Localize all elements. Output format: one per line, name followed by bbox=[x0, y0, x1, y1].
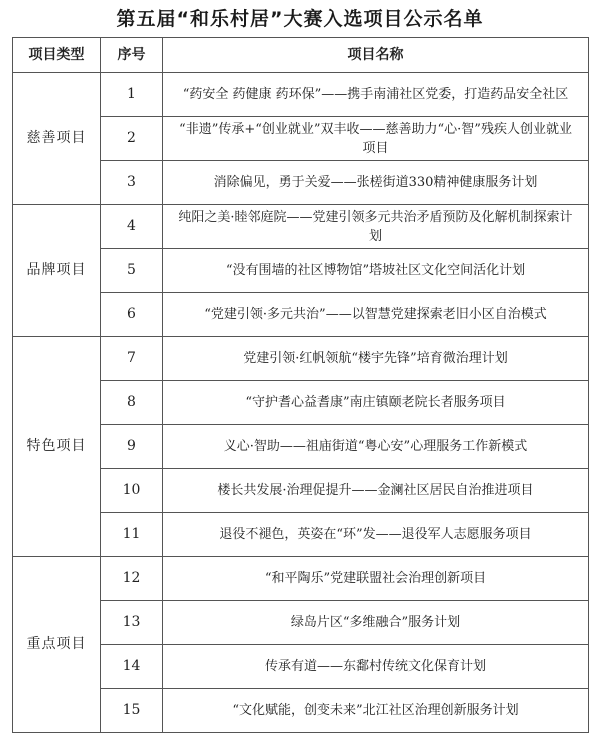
row-number: 10 bbox=[101, 469, 163, 513]
header-name: 项目名称 bbox=[163, 38, 589, 73]
row-number: 9 bbox=[101, 425, 163, 469]
row-number: 15 bbox=[101, 689, 163, 733]
table-row bbox=[13, 557, 589, 601]
project-name: “没有围墙的社区博物馆”塔坡社区文化空间活化计划 bbox=[163, 249, 589, 293]
row-number: 13 bbox=[101, 601, 163, 645]
project-name: 消除偏见，勇于关爱——张槎街道330精神健康服务计划 bbox=[163, 161, 589, 205]
header-no: 序号 bbox=[101, 38, 163, 73]
project-name: “和平陶乐”党建联盟社会治理创新项目 bbox=[163, 557, 589, 601]
table-row bbox=[13, 205, 589, 249]
page-title: 第五届“和乐村居”大赛入选项目公示名单 bbox=[116, 8, 484, 30]
row-number: 3 bbox=[101, 161, 163, 205]
row-number: 11 bbox=[101, 513, 163, 557]
project-name: “非遗”传承+“创业就业”双丰收——慈善助力“心·智”残疾人创业就业项目 bbox=[163, 117, 589, 161]
project-name: “文化赋能，创变未来”北江社区治理创新服务计划 bbox=[163, 689, 589, 733]
category-cell: 慈善项目 bbox=[13, 73, 101, 205]
project-name: 义心·智助——祖庙街道“粤心安”心理服务工作新模式 bbox=[163, 425, 589, 469]
project-table bbox=[12, 37, 589, 733]
project-name: 纯阳之美·睦邻庭院——党建引领多元共治矛盾预防及化解机制探索计划 bbox=[163, 205, 589, 249]
category-cell: 特色项目 bbox=[13, 337, 101, 557]
category-cell: 品牌项目 bbox=[13, 205, 101, 337]
project-name: 绿岛片区“多维融合”服务计划 bbox=[163, 601, 589, 645]
row-number: 5 bbox=[101, 249, 163, 293]
row-number: 14 bbox=[101, 645, 163, 689]
project-name: 传承有道——东鄱村传统文化保育计划 bbox=[163, 645, 589, 689]
project-name: 党建引领·红帆领航“楼宇先锋”培育微治理计划 bbox=[163, 337, 589, 381]
row-number: 1 bbox=[101, 73, 163, 117]
header-row bbox=[13, 38, 589, 73]
row-number: 7 bbox=[101, 337, 163, 381]
project-name: 楼长共发展·治理促提升——金澜社区居民自治推进项目 bbox=[163, 469, 589, 513]
table-row bbox=[13, 73, 589, 117]
row-number: 12 bbox=[101, 557, 163, 601]
project-name: 退役不褪色，英姿在“环”发——退役军人志愿服务项目 bbox=[163, 513, 589, 557]
project-name: “党建引领·多元共治”——以智慧党建探索老旧小区自治模式 bbox=[163, 293, 589, 337]
project-name: “守护耆心益耆康”南庄镇颐老院长者服务项目 bbox=[163, 381, 589, 425]
row-number: 6 bbox=[101, 293, 163, 337]
category-cell: 重点项目 bbox=[13, 557, 101, 733]
header-type: 项目类型 bbox=[13, 38, 101, 73]
table-row bbox=[13, 337, 589, 381]
row-number: 4 bbox=[101, 205, 163, 249]
row-number: 8 bbox=[101, 381, 163, 425]
row-number: 2 bbox=[101, 117, 163, 161]
project-name: “药安全 药健康 药环保”——携手南浦社区党委，打造药品安全社区 bbox=[163, 73, 589, 117]
